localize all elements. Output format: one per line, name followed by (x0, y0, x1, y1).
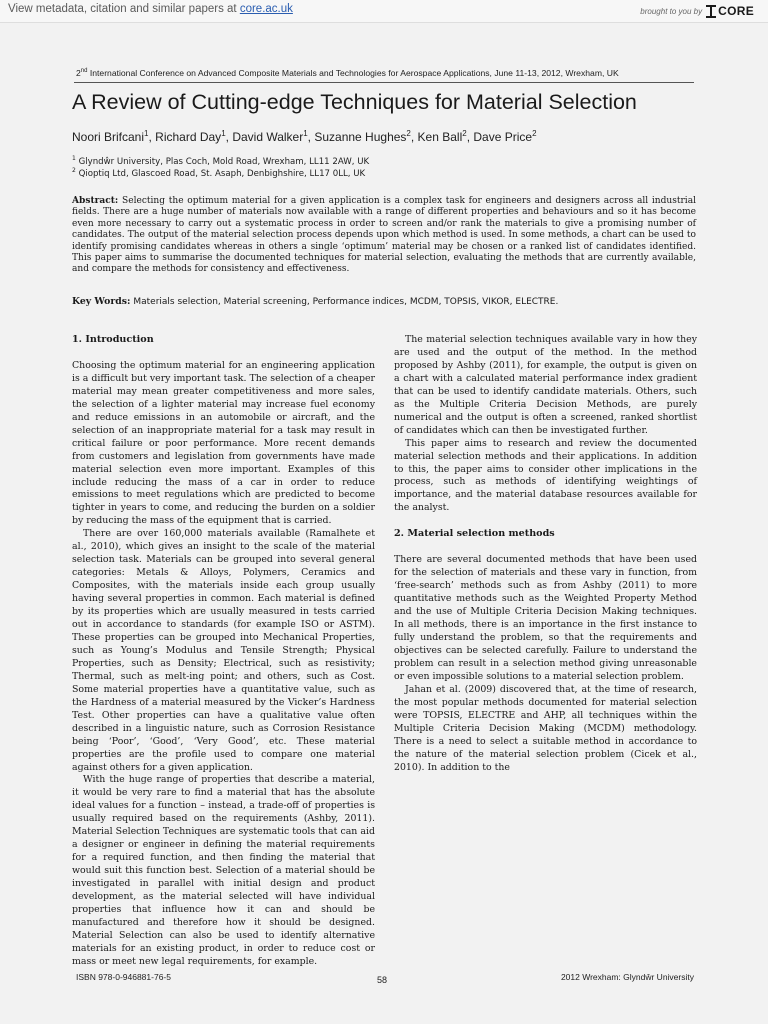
abstract-label: Abstract: (72, 196, 119, 206)
affiliation-number: 2 (72, 167, 76, 174)
brought-to-you-by: brought to you by (640, 6, 703, 16)
author-name: David Walker (232, 130, 304, 144)
affiliation-number: 1 (72, 155, 76, 162)
paragraph: The material selection techniques available vary in how they are used and the output of the method. In the method proposed by Ashby (2011), for example, the output is given on a chart with a calculated material performance index gradient that can be used to identify candidate materials. Others, such as the Multiple Criteria Decision Methods, are purely numerical and the output is often a screened, ranked shortlist of candidates which can then be investigated further. (394, 334, 697, 436)
author-affiliation-mark: 2 (532, 129, 537, 138)
core-logo-text: CORE (718, 4, 754, 18)
author-affiliation-mark: 1 (303, 129, 308, 138)
affiliation-text: Qioptiq Ltd, Glascoed Road, St. Asaph, Denbighshire, LL17 0LL, UK (78, 168, 366, 179)
right-column (394, 334, 697, 775)
metadata-link-prefix: View metadata, citation and similar papers at (8, 3, 240, 15)
section-heading-material-selection-methods: 2. Material selection methods (394, 528, 555, 540)
author-affiliation-mark: 2 (462, 129, 467, 138)
paragraph: This paper aims to research and review the documented material selection methods and their applications. In addition to this, the paper aims to consider other implications in the process, such as methods of identifying weightings of importance, and the material database resources available for the analyst. (394, 437, 697, 514)
abstract (72, 196, 696, 276)
author-affiliation-mark: 2 (406, 129, 411, 138)
paragraph: There are over 160,000 materials available (Ramalhete et al., 2010), which gives an insight to the scale of the material selection task. Materials can be grouped into several general categories: Metals & Alloys, Polymers, Ceramics and Composites, with the materials inside each group usually having several properties in common. Each material is defined by its properties which are usually measured in tests carried out in accordance to standards (for example ISO or ASTM). These properties can be grouped into Mechanical Properties, such as Young’s Modulus and Tensile Strength; Physical Properties, such as Density; Electrical, such as resistivity; Thermal, such as melt-ing point; and others, such as Cost. Some material properties have a quantitative value, such as the Hardness of a material measured by the Vicker’s Hardness Test. Other properties can have a qualitative value often described in a linguistic nature, such as Corrosion Resistance being ‘Poor’, ‘Good’, ‘Very Good’, etc. These material properties are the profile used to compare one material against others for a given application. (72, 528, 375, 773)
footer-isbn: ISBN 978-0-946881-76-5 (76, 972, 171, 982)
keywords (72, 296, 696, 308)
author-name: Dave Price (473, 130, 533, 144)
keywords-label: Key Words: (72, 296, 131, 307)
conference-ordinal: 2 (76, 68, 81, 78)
abstract-text: Selecting the optimum material for a given application is a complex task for engineers and designers across all industrial fields. There are a huge number of materials now available with a range of different properties and behaviours and so it has become even more necessary to carry out a systematic process in order to screen and/or rank the materials to give a promising number of candidates. The output of the material selection process depends upon which method is used. In some methods, a chart can be used to identify promising candidates whereas in others a single ‘optimum’ material may be chosen or a ranked list of candidates identified. This paper aims to summarise the documented techniques for material selection, evaluating the methods that are currently available, and compare the methods for consistency and effectiveness. (72, 196, 696, 275)
author-name: Richard Day (155, 130, 222, 144)
conference-ordinal-suffix: nd (80, 68, 88, 75)
footer-copyright: 2012 Wrexham: Glyndŵr University (560, 972, 694, 982)
paragraph: There are several documented methods that have been used for the selection of materials and these vary in function, from ‘free-search’ methods such as from Ashby (2011) to more quantitative methods such as the Weighted Property Method and the use of Multiple Criteria Decision Making techniques. In all methods, there is an importance in the first instance to fully understand the problem, so that the requirements and objectives can be selected carefully. Failure to understand the problem can result in a selection method giving unreasonable or even impossible solutions to a material selection problem. (394, 554, 697, 682)
author-name: Noori Brifcani (72, 130, 145, 144)
affiliation-text: Glyndŵr University, Plas Coch, Mold Road, Wrexham, LL11 2AW, UK (78, 156, 370, 167)
paragraph: Jahan et al. (2009) discovered that, at the time of research, the most popular methods documented for material selection were TOPSIS, ELECTRE and AHP, all techniques within the Multiple Criteria Decision Making (MCDM) methodology. There is a need to select a suitable method in accordance to the nature of the material selection problem (Cicek et al., 2010). In addition to the (394, 683, 697, 773)
left-column (72, 334, 375, 969)
affiliation-1 (72, 155, 369, 167)
page-number: 58 (377, 975, 388, 985)
section-heading-introduction: 1. Introduction (72, 334, 154, 345)
author-name: Ken Ball (417, 130, 463, 144)
conference-text: International Conference on Advanced Composite Materials and Technologies for Aerospace Applications, June 11-13, 2012, Wrexham, UK (87, 68, 619, 78)
author-affiliation-mark: 1 (221, 129, 226, 138)
author-affiliation-mark: 1 (144, 129, 149, 138)
core-banner (0, 0, 768, 23)
paragraph: With the huge range of properties that describe a material, it would be very rare to find a material that has the absolute ideal values for a function – instead, a trade-off of properties is usually required based on the requirements (Ashby, 2011). Material Selection Techniques are systematic tools that can aid a designer or engineer in defining the material requirements for a required function, and then finding the material that would suit this function best. Selection of a material should be investigated in parallel with initial design and product development, as the material selected will have individual properties that influence how it can and should be manufactured and therefore how it should be designed. Material Selection can also be used to identify alternative materials for an existing product, in order to reduce cost or mass or meet new legal requirements, for example. (72, 774, 375, 967)
author-name: Suzanne Hughes (314, 130, 407, 144)
keywords-text: Materials selection, Material screening, Performance indices, MCDM, TOPSIS, VIKOR, ELECTRE. (133, 297, 559, 307)
paragraph: Choosing the optimum material for an engineering application is a difficult but very important task. The selection of a cheaper material may mean greater competitiveness and more sales, the selection of a lighter material may increase fuel economy and reduce emissions in an automobile or aircraft, and the selection of an inappropriate material for a task may result in critical failure or poor performance. More recent demands from customers and legislation from governments have made material selection even more important. Examples of this include reducing the mass of a car in order to reduce emissions to meet regulations which are predicted to become tighter in years to come, and reducing the burden on a soldier by reducing the mass of the equipment that is carried. (72, 359, 375, 527)
affiliation-2 (72, 167, 365, 179)
header-rule (74, 82, 694, 83)
author-list: Noori Brifcani$^1$, Richard Day$^1$, David Walker$^1$, Suzanne Hughes$^2$, Ken Ball$^2$, Dave Price$^2$ (72, 129, 537, 144)
paper-title: A Review of Cutting-edge Techniques for Material Selection (72, 90, 637, 114)
core-ac-uk-link[interactable]: core.ac.uk (239, 3, 293, 15)
conference-header (76, 68, 696, 78)
core-logo-icon (706, 5, 716, 18)
core-branding[interactable] (640, 3, 754, 19)
metadata-link[interactable] (8, 3, 293, 15)
